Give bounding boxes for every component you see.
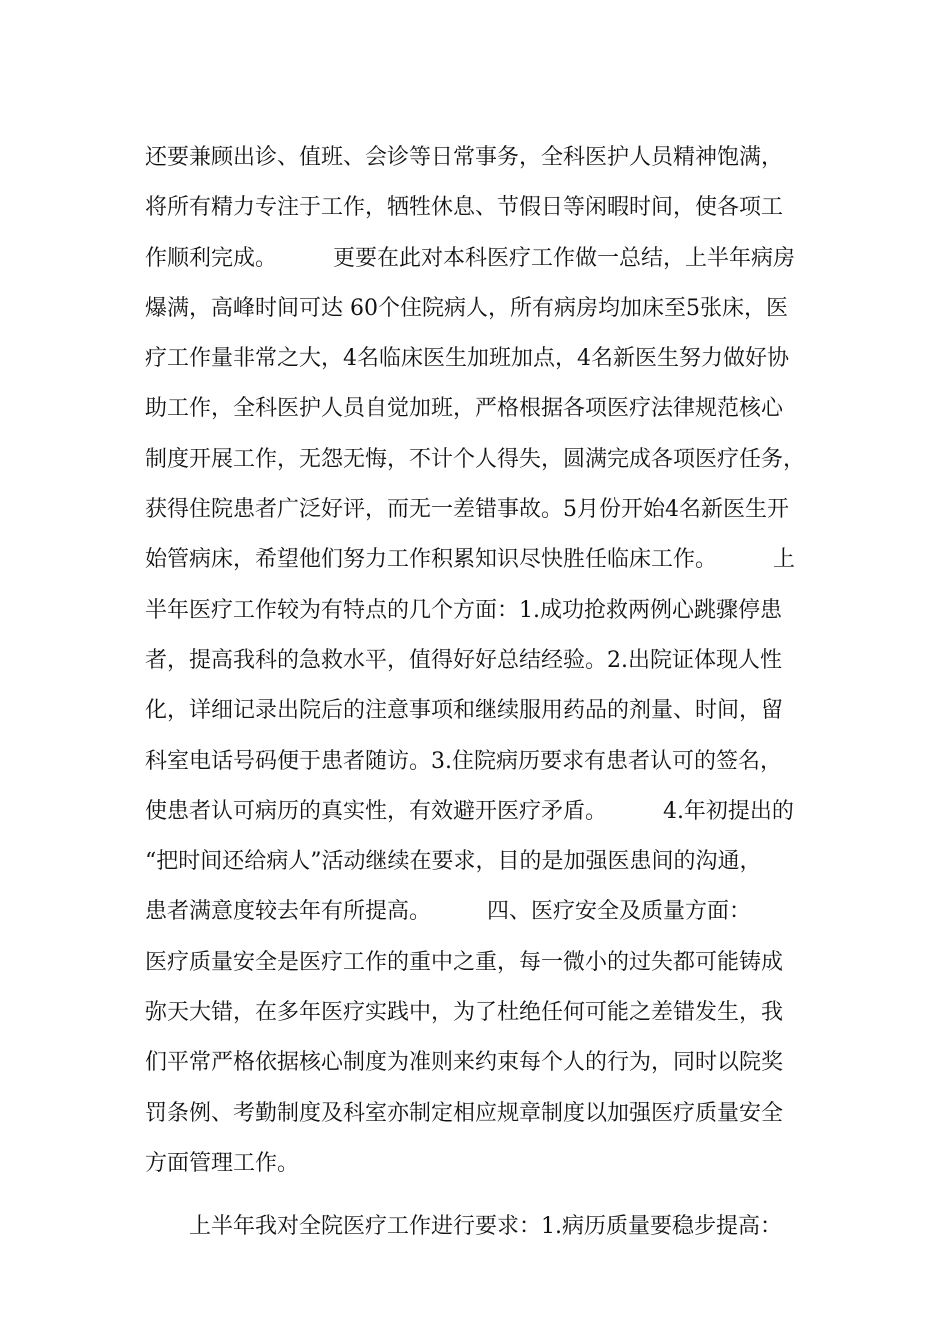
text-line-1: 还要兼顾出诊、值班、会诊等日常事务，全科医护人员精神饱满， [145,145,784,170]
text-line-12: 化，详细记录出院后的注意事项和继续服用药品的剂量、时间，留 [145,698,784,724]
text-line-3: 作顺利完成。 更要在此对本科医疗工作做一总结，上半年病房 [145,245,795,271]
text-line-20: 罚条例、考勤制度及科室亦制定相应规章制度以加强医疗质量安全 [145,1100,784,1126]
text-line-2: 将所有精力专注于工作，牺牲休息、节假日等闲暇时间，使各项工 [145,195,784,221]
text-line-6: 助工作，全科医护人员自觉加班，严格根据各项医疗法律规范核心 [145,396,784,422]
text-line-15: “把时间还给病人”活动继续在要求，目的是加强医患间的沟通， [145,849,762,875]
text-line-8: 获得住院患者广泛好评，而无一差错事故。5月份开始4名新医生开 [145,497,789,523]
text-line-10: 半年医疗工作较为有特点的几个方面：1.成功抢救两例心跳骤停患 [145,597,782,623]
paragraph-gap [145,1189,825,1202]
text-line-16: 患者满意度较去年有所提高。 四、医疗安全及质量方面： [145,899,751,925]
text-line-19: 们平常严格依据核心制度为准则来约束每个人的行为，同时以院奖 [145,1050,784,1076]
text-line-9: 始管病床，希望他们努力工作积累知识尽快胜任临床工作。 上 [145,547,795,573]
text-line-14: 使患者认可病历的真实性，有效避开医疗矛盾。 4.年初提出的 [145,798,794,824]
paragraph-start-line: 上半年我对全院医疗工作进行要求：1.病历质量要稳步提高： [189,1214,782,1240]
text-line-4: 爆满，高峰时间可达 60个住院病人，所有病房均加床至5张床，医 [145,295,788,321]
text-line-13: 科室电话号码便于患者随访。3.住院病历要求有患者认可的签名， [145,748,782,774]
text-line-17: 医疗质量安全是医疗工作的重中之重，每一微小的过失都可能铸成 [145,949,784,975]
body-text [145,133,825,1253]
text-line-7: 制度开展工作，无怨无悔，不计个人得失，圆满完成各项医疗任务， [145,446,806,472]
text-line-5: 疗工作量非常之大，4名临床医生加班加点，4名新医生努力做好协 [145,346,789,372]
text-line-11: 者，提高我科的急救水平，值得好好总结经验。2.出院证体现人性 [145,647,782,673]
text-line-21: 方面管理工作。 [145,1150,300,1176]
text-line-18: 弥天大错，在多年医疗实践中，为了杜绝任何可能之差错发生，我 [145,1000,784,1026]
